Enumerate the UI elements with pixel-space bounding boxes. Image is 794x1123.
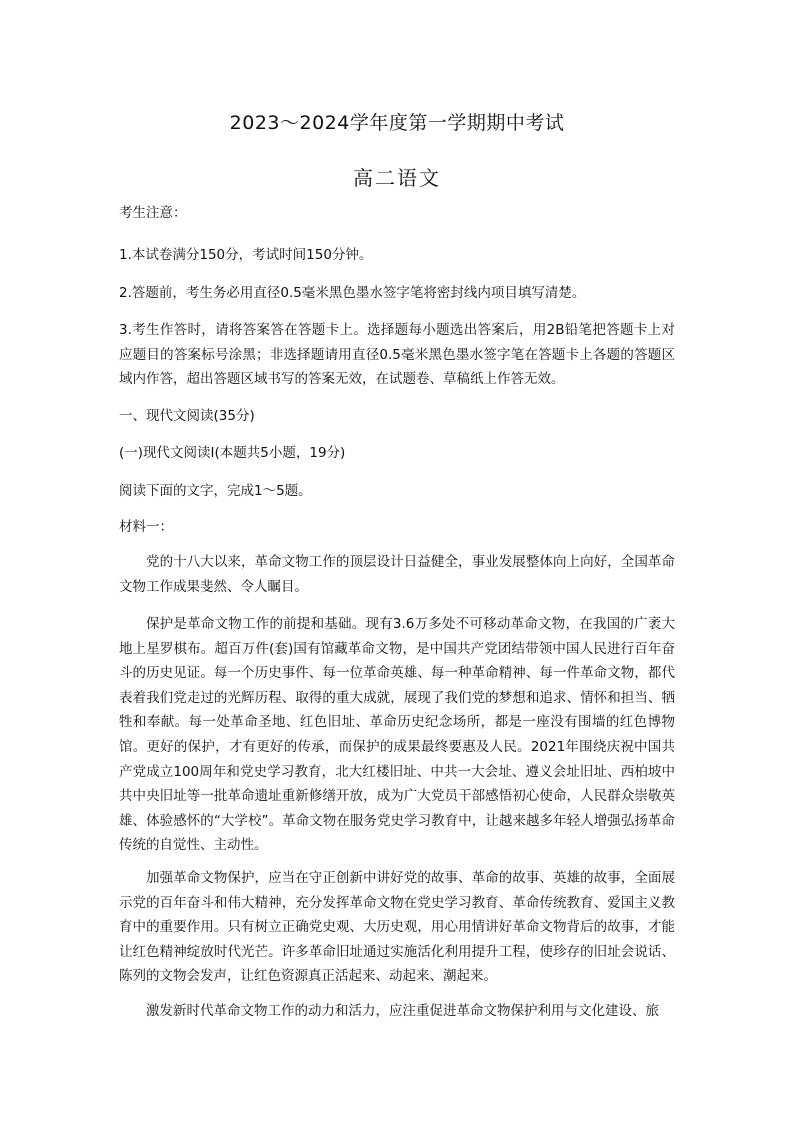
notice-item-3: 3.考生作答时，请将答案答在答题卡上。选择题每小题选出答案后，用2B铅笔把答题卡上对应题目的答案标号涂黑；非选择题请用直径0.5毫米黑色墨水签字笔在答题卡上各题的答题区域内作答，超出答题区域书写的答案无效，在试题卷、草稿纸上作答无效。 bbox=[119, 322, 675, 388]
notice-item-1: 1.本试卷满分150分，考试时间150分钟。 bbox=[119, 247, 373, 263]
article-paragraph-1: 党的十八大以来，革命文物工作的顶层设计日益健全，事业发展整体向上向好，全国革命文物工作成果斐然、令人瞩目。 bbox=[119, 554, 675, 595]
reading-instruction: 阅读下面的文字，完成1～5题。 bbox=[119, 483, 312, 499]
subject-title: 高二语文 bbox=[353, 166, 441, 190]
article-paragraph-2: 保护是革命文物工作的前提和基础。现有3.6万多处不可移动革命文物，在我国的广袤大地上星罗棋布。超百万件(套)国有馆藏革命文物，是中国共产党团结带领中国人民进行百年奋斗的历史见证。每一个历史事件、每一位革命英雄、每一种革命精神、每一件革命文物，都代表着我们党走过的光辉历程、取得的重大成就，展现了我们党的梦想和追求、情怀和担当、牺牲和奉献。每一处革命圣地、红色旧址、革命历史纪念场所，都是一座没有围墙的红色博物馆。更好的保护，才有更好的传承，而保护的成果最终要惠及人民。2021年围绕庆祝中国共产党成立100周年和党史学习教育，北大红楼旧址、中共一大会址、遵义会址旧址、西柏坡中共中央旧址等一批革命遗址重新修缮开放，成为广大党员干部感悟初心使命，人民群众崇敬英雄、体验感怀的“大学校”。革命文物在服务党史学习教育中，让越来越多年轻人增强弘扬革命传统的自觉性、主动性。 bbox=[119, 616, 675, 854]
material-label: 材料一： bbox=[119, 519, 173, 535]
notice-heading: 考生注意： bbox=[119, 205, 187, 221]
section-title: 一、现代文阅读(35分) bbox=[119, 408, 255, 424]
notice-item-2: 2.答题前，考生务必用直径0.5毫米黑色墨水签字笔将密封线内项目填写清楚。 bbox=[119, 285, 586, 301]
exam-title: 2023～2024学年度第一学期期中考试 bbox=[229, 112, 565, 134]
section-subtitle: (一)现代文阅读I(本题共5小题，19分) bbox=[119, 445, 346, 461]
article-paragraph-4: 激发新时代革命文物工作的动力和活力，应注重促进革命文物保护利用与文化建设、旅 bbox=[146, 1003, 659, 1019]
article-paragraph-3: 加强革命文物保护，应当在守正创新中讲好党的故事、革命的故事、英雄的故事，全面展示党的百年奋斗和伟大精神，充分发挥革命文物在党史学习教育、革命传统教育、爱国主义教育中的重要作用。只有树立正确党史观、大历史观，用心用情讲好革命文物背后的故事，才能让红色精神绽放时代光芒。许多革命旧址通过实施活化利用提升工程，使珍存的旧址会说话、陈列的文物会发声，让红色资源真正活起来、动起来、潮起来。 bbox=[119, 870, 675, 985]
